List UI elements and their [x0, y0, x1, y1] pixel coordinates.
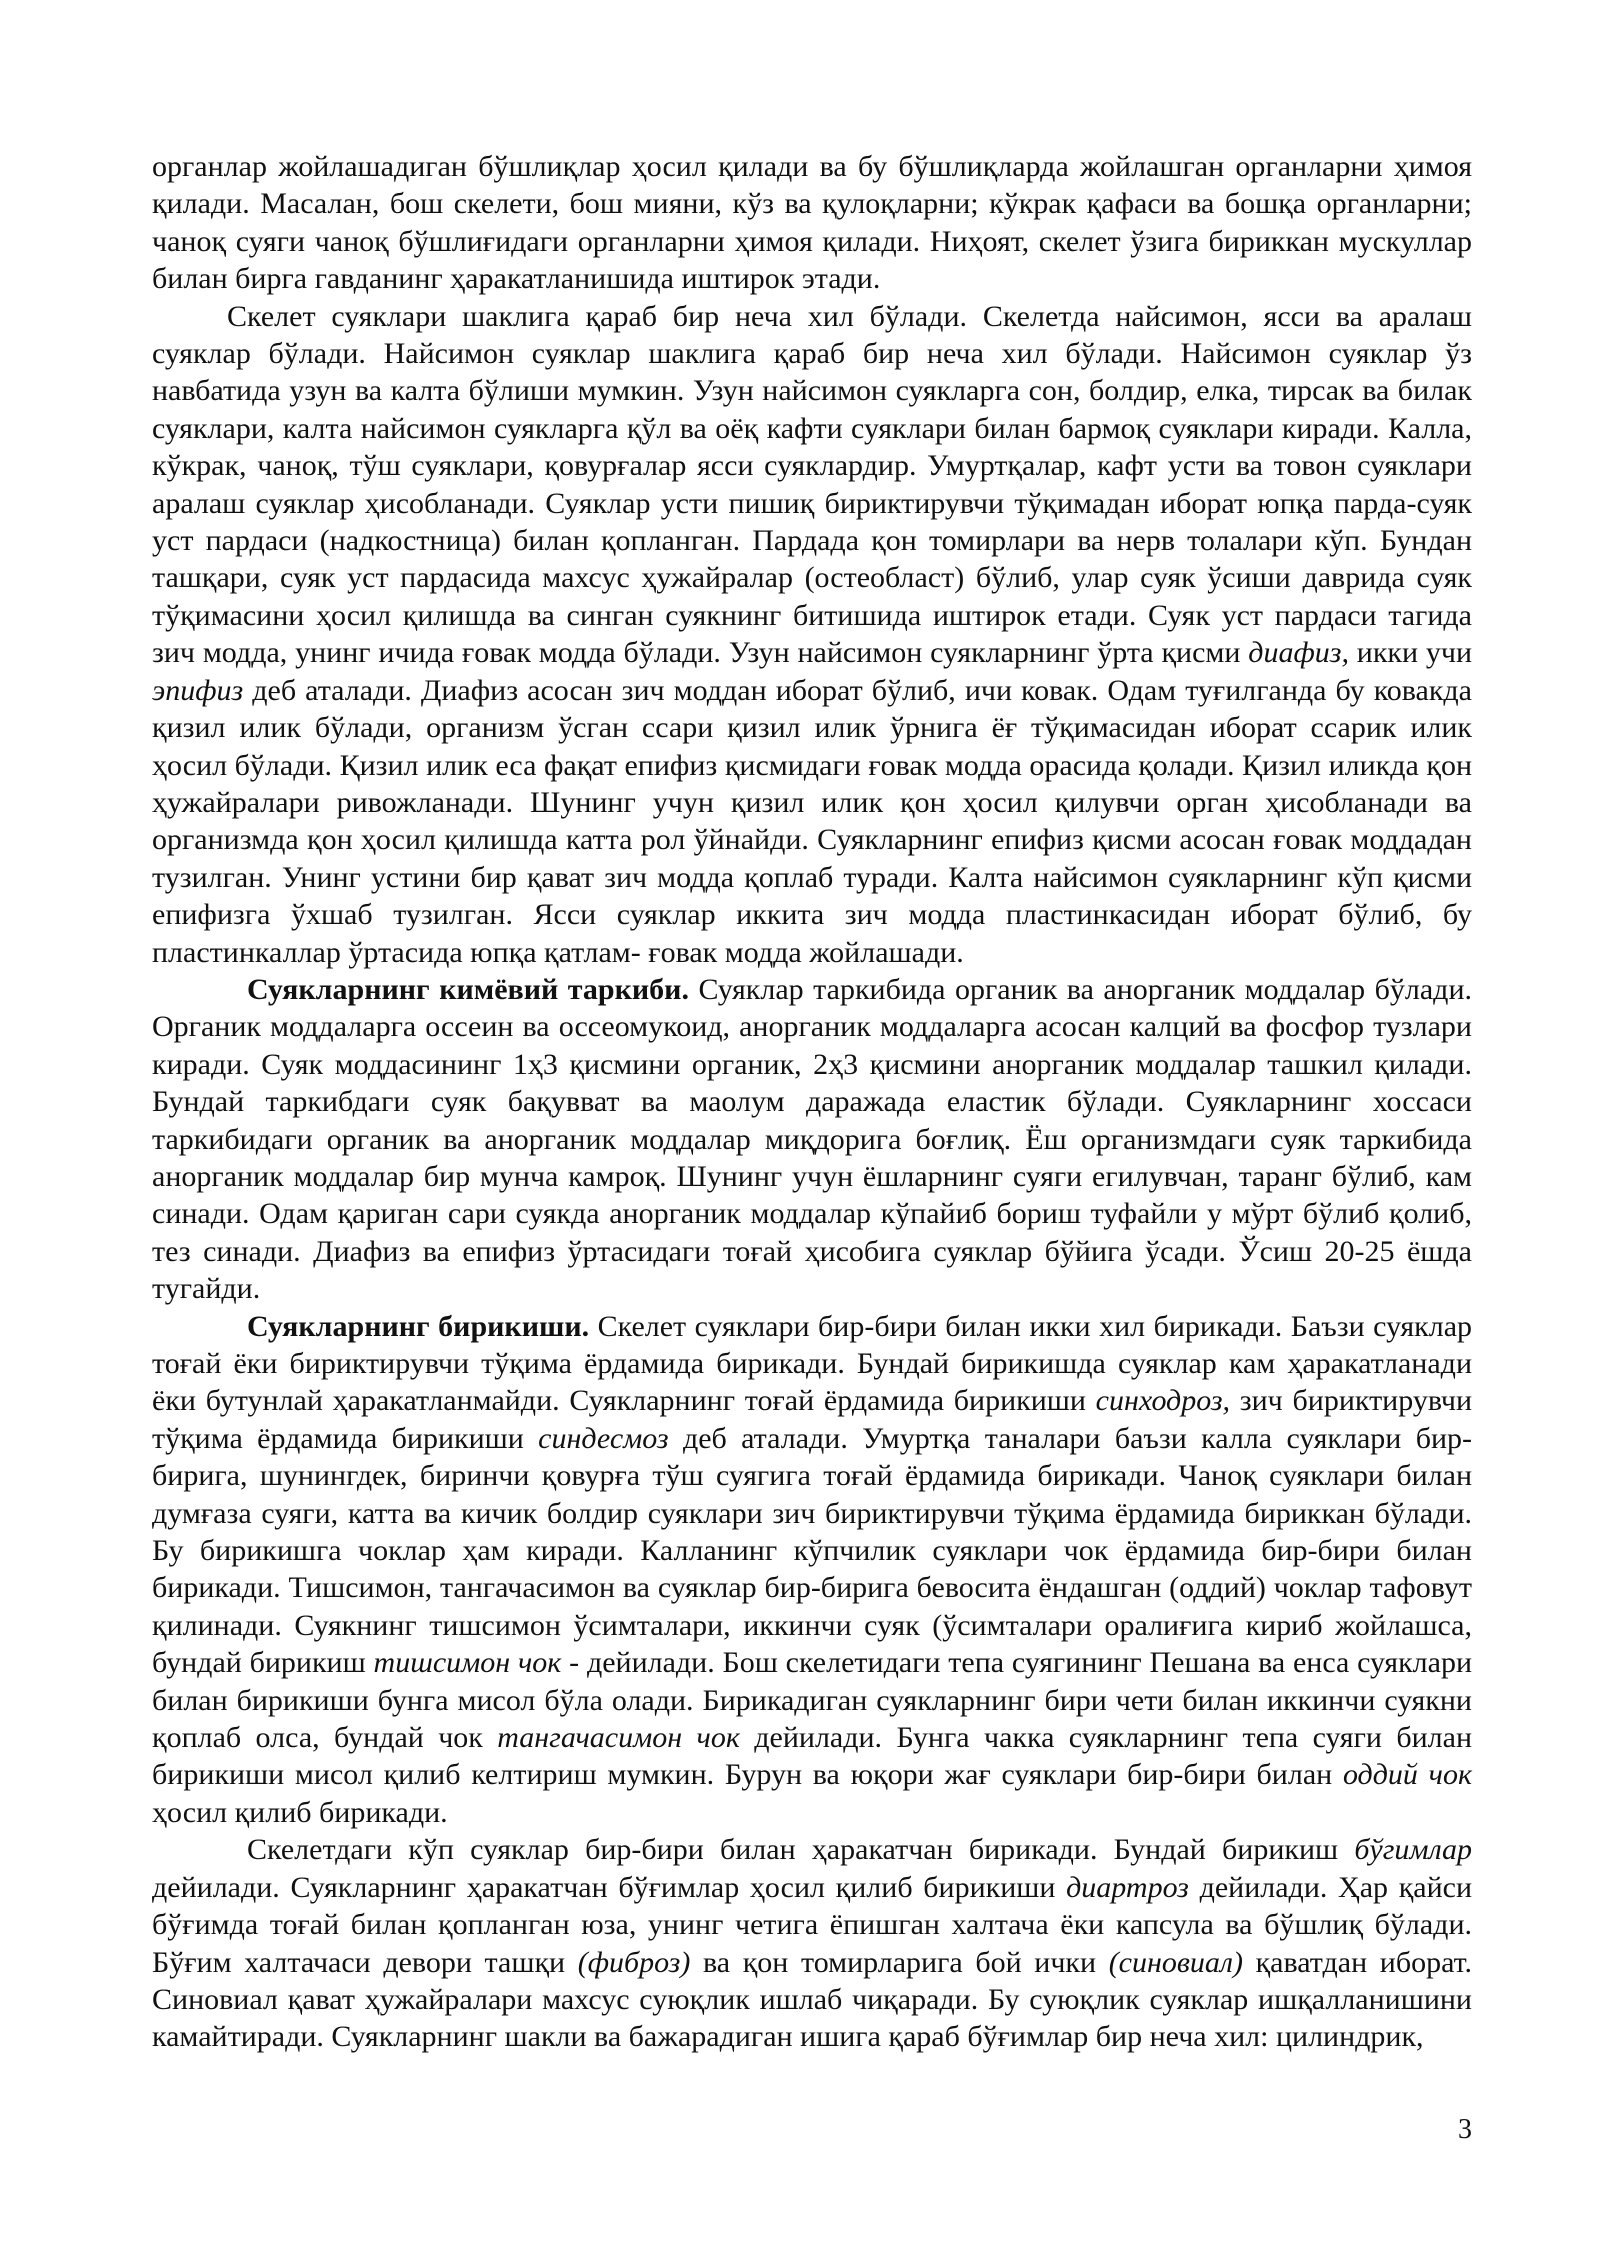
- term-syndesmosis: синдесмоз: [538, 1421, 669, 1455]
- term-plain-suture: оддий чок: [1342, 1758, 1472, 1792]
- paragraph-1: [152, 148, 1472, 298]
- term-synovial: (синовиал): [1108, 1945, 1243, 1979]
- term-serrate-suture: тишсимон чок -: [373, 1646, 580, 1680]
- section-heading-joints: Суякларнинг бирикиши.: [247, 1309, 590, 1343]
- paragraph-text: деб аталади. Диафиз асосан зич моддан иборат бўлиб, ичи ковак. Одам туғилганда бу ковакда қизил илик бўлади, организм ўсган ссари қизил илик ўрнига ёғ тўқимасидан иборат ссарик илик ҳосил бўлади. Қизил илик еса фақат епифиз қисмидаги ғовак модда орасида қолади. Қизил иликда қон ҳужайралари ривожланади. Шунинг учун қизил илик қон ҳосил қилувчи орган ҳисобланади ва организмда қон ҳосил қилишда катта рол ўйнайди. Суякларнинг епифиз қисми асосан ғовак моддадан тузилган. Унинг устини бир қават зич модда қоплаб туради. Калта найсимон суякларнинг кўп қисми епифизга ўхшаб тузилган. Ясси суяклар иккита зич модда пластинкасидан иборат бўлиб, бу пластинкаллар ўртасида юпқа қатлам- ғовак модда жойлашади.: [152, 673, 1472, 969]
- term-epiphysis: эпифиз: [152, 673, 244, 707]
- paragraph-text: дейилади. Суякларнинг ҳаракатчан бўғимлар ҳосил қилиб бирикиши: [152, 1870, 1056, 1904]
- paragraph-text: дейилади. Бош скелетидаги тепа суягининг Пешана ва енса суяклари билан бирикиши бунга мисол бўла олади. Бирикадиган суякларнинг бири чети билан иккинчи суякни қоплаб олса, бундай чок: [152, 1646, 1473, 1755]
- paragraph-4: [152, 1308, 1472, 1832]
- paragraph-text: Скелетдаги кўп суяклар бир-бири билан ҳаракатчан бирикади. Бундай бирикиш: [247, 1833, 1339, 1867]
- paragraph-text: Суяклар таркибида органик ва анорганик моддалар бўлади. Органик моддаларга оссеин ва оссеомукоид, анорганик моддаларга асосан калций ва фосфор тузлари киради. Суяк моддасининг 1ҳ3 қисмини органик, 2ҳ3 қисмини анорганик моддалар ташкил қилади. Бундай таркибдаги суяк бақувват ва маолум даражада еластик бўлади. Суякларнинг хоссаси таркибидаги органик ва анорганик моддалар миқдорига боғлиқ. Ёш организмдаги суяк таркибида анорганик моддалар бир мунча камроқ. Шунинг учун ёшларнинг суяги егилувчан, таранг бўлиб, кам синади. Одам қариган сари суякда анорганик моддалар кўпайиб бориш туфайли у мўрт бўлиб қолиб, тез синади. Диафиз ва епифиз ўртасидаги тоғай ҳисобига суяклар бўйига ўсади. Ўсиш 20-25 ёшда тугайди.: [152, 972, 1472, 1306]
- paragraph-3: [152, 971, 1472, 1308]
- paragraph-text: қаватдан иборат. Синовиал қават ҳужайралари махсус суюқлик ишлаб чиқаради. Бу суюқлик суяклар ишқалланишини камайтиради. Суякларнинг шакли ва бажарадиган ишига қараб бўғимлар бир неча хил: цилиндрик,: [152, 1945, 1472, 2054]
- term-joints: бўгимлар: [1354, 1833, 1473, 1867]
- term-diarthrosis: диартроз: [1066, 1870, 1189, 1904]
- paragraph-text: ва қон томирларига бой ички: [703, 1945, 1097, 1979]
- paragraph-text: Скелет суяклари шаклига қараб бир неча хил бўлади. Скелетда найсимон, ясси ва аралаш суяклар бўлади. Найсимон суяклар шаклига қараб бир неча хил бўлади. Найсимон суяклар ўз навбатида узун ва калта бўлиши мумкин. Узун найсимон суякларга сон, болдир, елка, тирсак ва билак суяклари, калта найсимон суякларга қўл ва оёқ кафти суяклари билан бармоқ суяклари киради. Калла, кўкрак, чаноқ, тўш суяклари, қовурғалар ясси суяклардир. Умуртқалар, кафт усти ва товон суяклари аралаш суяклар ҳисобланади. Суяклар усти пишиқ бириктирувчи тўқимадан иборат юпқа парда-суяк уст пардаси (надкостница) билан қопланган. Пардада қон томирлари ва нерв толалари кўп. Бундан ташқари, суяк уст пардасида махсус ҳужайралар (остеобласт) бўлиб, улар суяк ўсиши даврида суяк тўқимасини ҳосил қилишда ва синган суякнинг битишида иштирок етади. Суяк уст пардаси тагида зич модда, унинг ичида ғовак модда бўлади. Узун найсимон суякларнинг ўрта қисми: [152, 299, 1472, 670]
- paragraph-5: [152, 1831, 1472, 2055]
- paragraph-text: зич бириктирувчи тўқима ёрдамида бирикиши: [152, 1384, 1473, 1455]
- paragraph-text: дейилади. Ҳар қайси бўғимда тоғай билан қопланган юза, унинг четига ёпишган халтача ёки капсула ва бўшлиқ бўлади. Бўғим халтачаси девори ташқи: [152, 1870, 1473, 1979]
- paragraph-text: Скелет суяклари бир-бири билан икки хил бирикади. Баъзи суяклар тоғай ёки бириктирувчи тўқима ёрдамида бирикади. Бундай бирикишда суяклар кам ҳаракатланади ёки бутунлай ҳаракатланмайди. Суякларнинг тоғай ёрдамида бирикиши: [152, 1309, 1473, 1418]
- paragraph-text: органлар жойлашадиган бўшлиқлар ҳосил қилади ва бу бўшлиқларда жойлашган органларни ҳимоя қилади. Масалан, бош скелети, бош мияни, кўз ва қулоқларни; кўкрак қафаси ва бошқа органларни; чаноқ суяги чаноқ бўшлиғидаги органларни ҳимоя қилади. Ниҳоят, скелет ўзига бириккан мускуллар билан бирга гавданинг ҳаракатланишида иштирок этади.: [152, 150, 1472, 296]
- term-squamous-suture: тангачасимон чок: [497, 1721, 740, 1755]
- term-fibrous: (фиброз): [577, 1945, 691, 1979]
- paragraph-text: дейилади. Бунга чакка суякларнинг тепа суяги билан бирикиши мисол қилиб келтириш мумкин. Бурун ва юқори жағ суяклари бир-бири билан: [152, 1721, 1473, 1792]
- term-synchondrosis: синходроз,: [1095, 1384, 1231, 1418]
- document-page: [152, 148, 1472, 2056]
- paragraph-text: ҳосил қилиб бирикади.: [152, 1795, 448, 1829]
- page-number: 3: [1458, 2114, 1472, 2145]
- section-heading-chemical: Суякларнинг кимёвий таркиби.: [247, 972, 689, 1006]
- paragraph-text: икки учи: [1356, 636, 1473, 670]
- term-diaphysis: диафиз,: [1248, 636, 1349, 670]
- paragraph-2: [152, 298, 1472, 971]
- paragraph-text: деб аталади. Умуртқа таналари баъзи калла суяклари бир-бирига, шунингдек, биринчи қовурға тўш суягига тоғай ёрдамида бирикади. Чаноқ суяклари билан думғаза суяги, катта ва кичик болдир суяклари зич бириктирувчи тўқима ёрдамида бириккан бўлади. Бу бирикишга чоклар ҳам киради. Калланинг кўпчилик суяклари чок ёрдамида бир-бири билан бирикади. Тишсимон, тангачасимон ва суяклар бир-бирига бевосита ёндашган (оддий) чоклар тафовут қилинади. Суякнинг тишсимон ўсимталари, иккинчи суяк (ўсимталари оралиғига кириб жойлашса, бундай бирикиш: [152, 1421, 1472, 1680]
